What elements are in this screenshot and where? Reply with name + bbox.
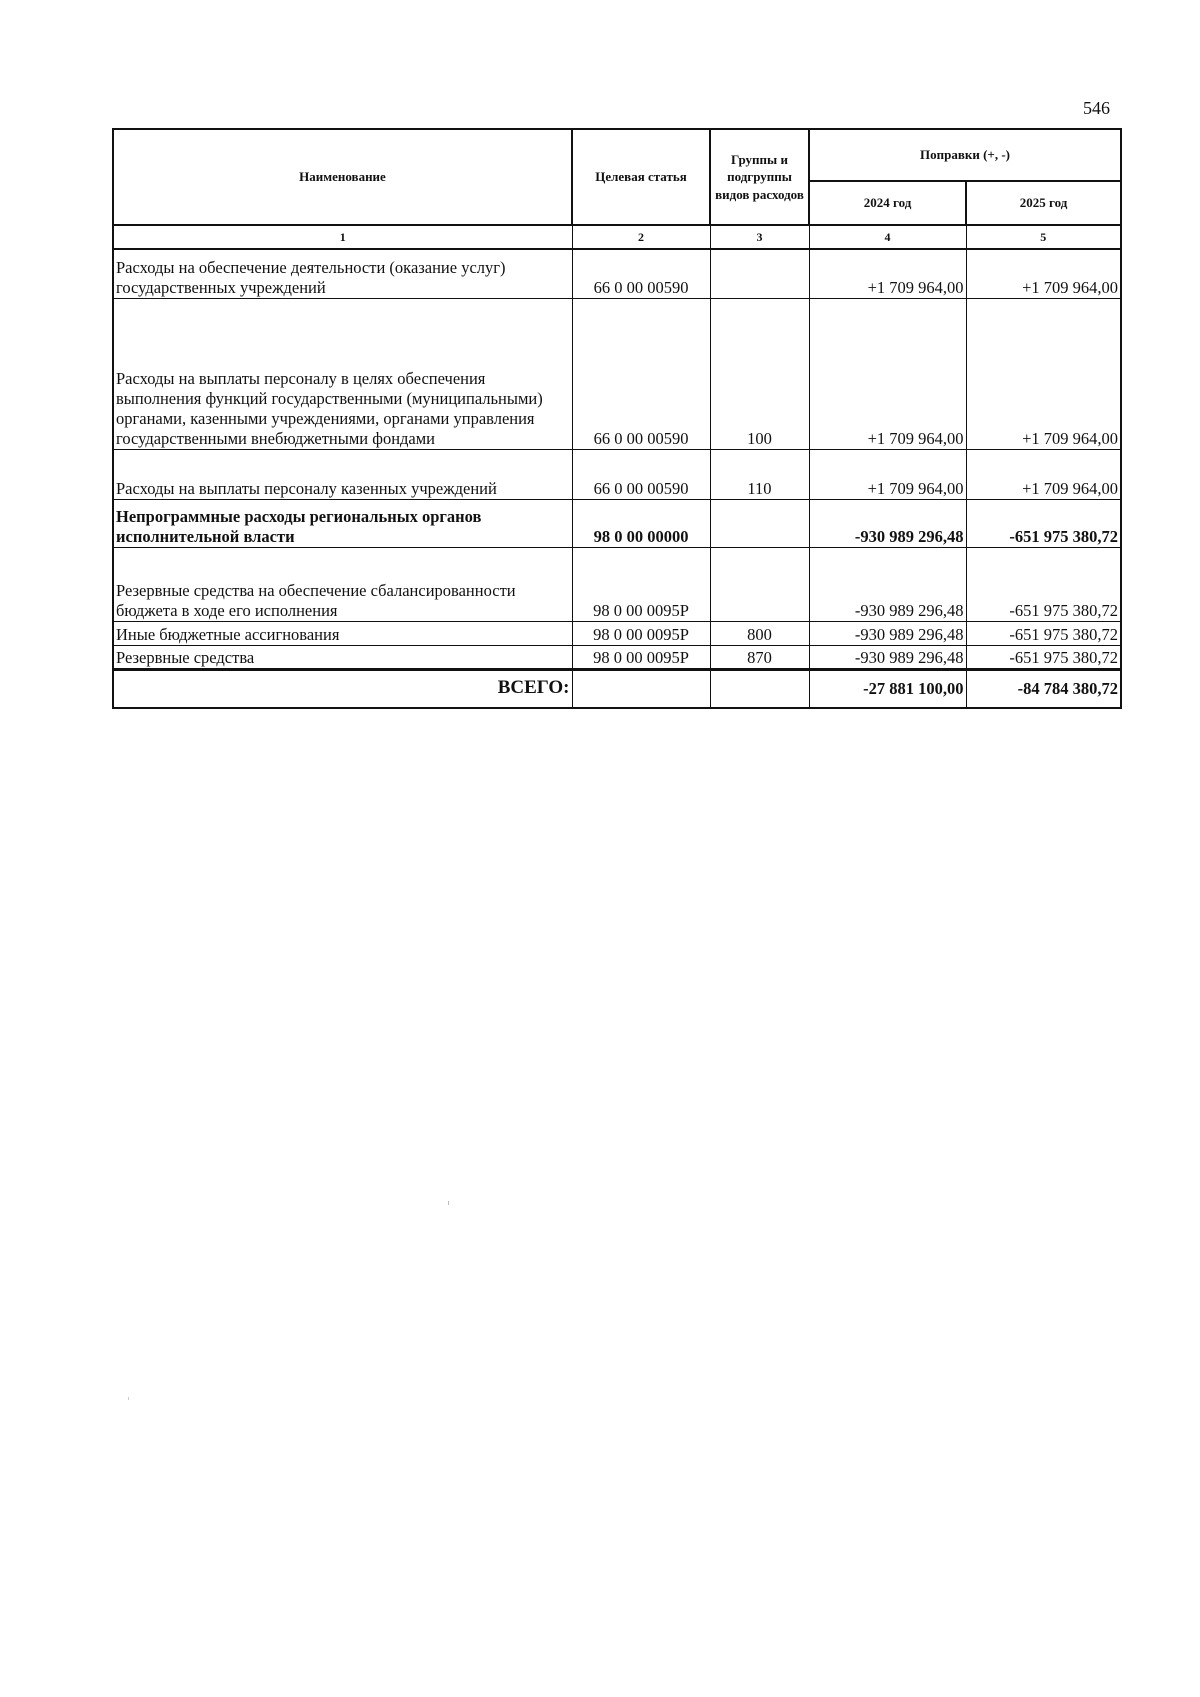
row-name: Непрограммные расходы региональных органов исполнительной власти <box>113 499 572 547</box>
total-amount-2024: -27 881 100,00 <box>809 669 966 708</box>
table-row <box>113 298 1121 449</box>
header-amendments: Поправки (+, -) <box>809 129 1121 181</box>
row-target-article: 66 0 00 00590 <box>572 449 710 499</box>
total-row <box>113 669 1121 708</box>
row-target-article: 98 0 00 0095P <box>572 621 710 645</box>
total-label: ВСЕГО: <box>113 669 572 708</box>
header-name: Наименование <box>113 129 572 225</box>
table-row <box>113 449 1121 499</box>
header-target-article: Целевая статья <box>572 129 710 225</box>
column-number: 1 <box>113 225 572 249</box>
row-amount-2025: -651 975 380,72 <box>966 547 1121 621</box>
row-name: Расходы на выплаты персоналу в целях обеспечения выполнения функций государственными (муниципальными) органами, казенными учреждениями, органами управления государственными внебюджетными фондами <box>113 298 572 449</box>
row-target-article: 98 0 00 00000 <box>572 499 710 547</box>
row-expense-group <box>710 547 809 621</box>
column-number: 3 <box>710 225 809 249</box>
total-amount-2025: -84 784 380,72 <box>966 669 1121 708</box>
column-number: 5 <box>966 225 1121 249</box>
row-expense-group <box>710 499 809 547</box>
row-amount-2025: +1 709 964,00 <box>966 449 1121 499</box>
row-target-article: 66 0 00 00590 <box>572 298 710 449</box>
row-expense-group: 870 <box>710 645 809 669</box>
row-amount-2024: -930 989 296,48 <box>809 645 966 669</box>
row-expense-group: 800 <box>710 621 809 645</box>
row-amount-2025: +1 709 964,00 <box>966 298 1121 449</box>
row-target-article: 98 0 00 0095P <box>572 547 710 621</box>
row-name: Резервные средства на обеспечение сбалансированности бюджета в ходе его исполнения <box>113 547 572 621</box>
budget-amendments-table <box>112 128 1122 709</box>
row-amount-2024: -930 989 296,48 <box>809 499 966 547</box>
column-number: 4 <box>809 225 966 249</box>
table-row <box>113 249 1121 298</box>
row-amount-2024: -930 989 296,48 <box>809 547 966 621</box>
table-row <box>113 645 1121 669</box>
scan-speck <box>448 1201 449 1205</box>
column-number: 2 <box>572 225 710 249</box>
row-expense-group: 110 <box>710 449 809 499</box>
row-expense-group: 100 <box>710 298 809 449</box>
total-empty-cell <box>710 669 809 708</box>
table-row <box>113 621 1121 645</box>
row-expense-group <box>710 249 809 298</box>
row-name: Иные бюджетные ассигнования <box>113 621 572 645</box>
row-name: Расходы на обеспечение деятельности (оказание услуг) государственных учреждений <box>113 249 572 298</box>
row-amount-2025: -651 975 380,72 <box>966 499 1121 547</box>
row-amount-2024: +1 709 964,00 <box>809 449 966 499</box>
total-empty-cell <box>572 669 710 708</box>
row-name: Расходы на выплаты персоналу казенных учреждений <box>113 449 572 499</box>
row-amount-2024: -930 989 296,48 <box>809 621 966 645</box>
scan-speck <box>128 1397 129 1400</box>
row-target-article: 98 0 00 0095P <box>572 645 710 669</box>
row-amount-2025: -651 975 380,72 <box>966 645 1121 669</box>
row-amount-2024: +1 709 964,00 <box>809 298 966 449</box>
row-amount-2025: -651 975 380,72 <box>966 621 1121 645</box>
table-row <box>113 547 1121 621</box>
row-amount-2025: +1 709 964,00 <box>966 249 1121 298</box>
page-number: 546 <box>1083 98 1110 118</box>
table-row <box>113 499 1121 547</box>
header-expense-groups: Группы и подгруппы видов расходов <box>710 129 809 225</box>
header-year-2024: 2024 год <box>809 181 966 225</box>
row-target-article: 66 0 00 00590 <box>572 249 710 298</box>
header-year-2025: 2025 год <box>966 181 1121 225</box>
row-name: Резервные средства <box>113 645 572 669</box>
row-amount-2024: +1 709 964,00 <box>809 249 966 298</box>
